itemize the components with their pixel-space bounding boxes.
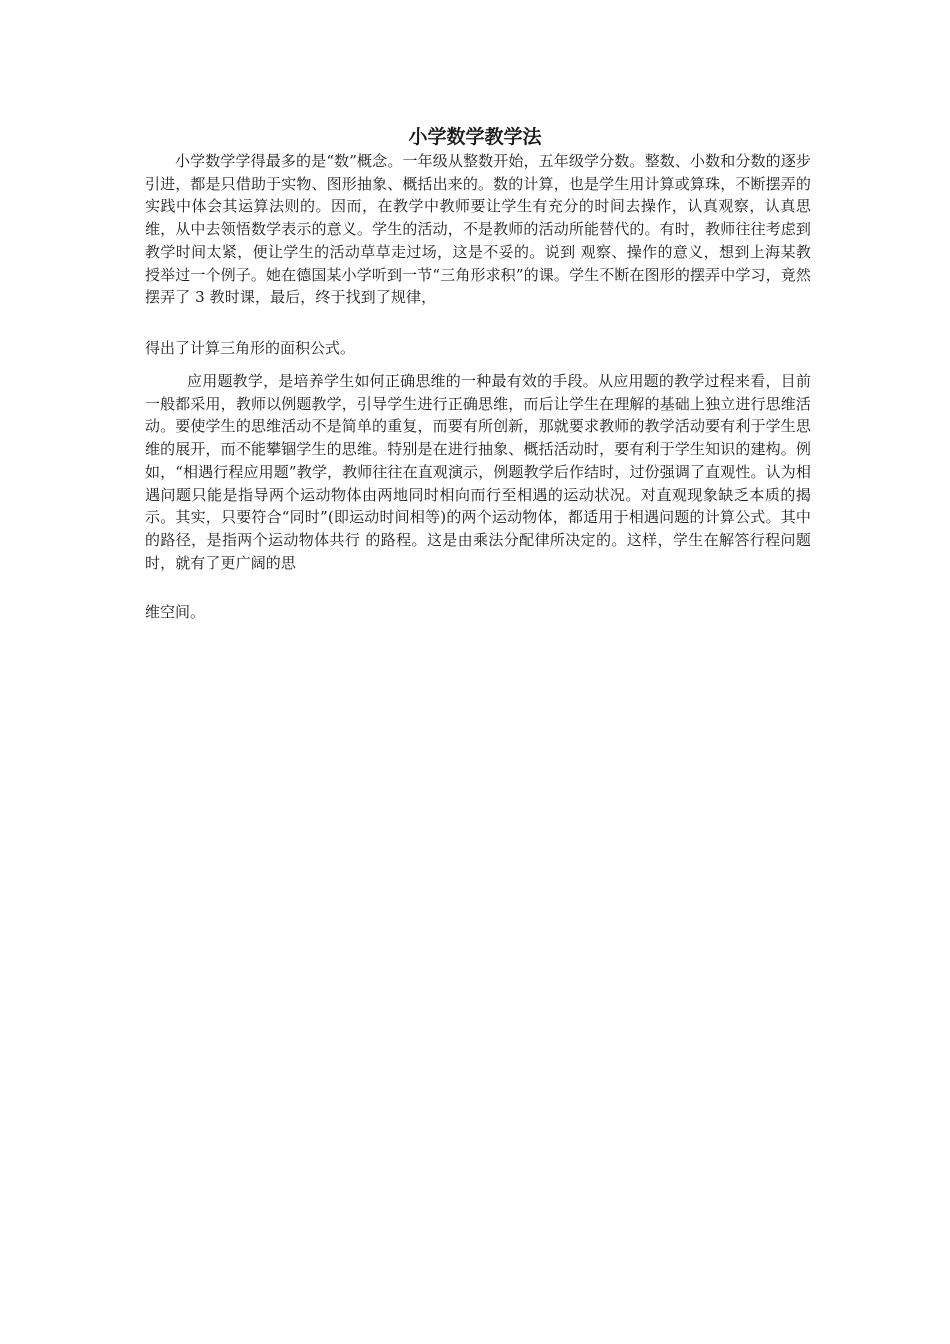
document-title: 小学数学教学法	[408, 126, 542, 148]
paragraph-word-problems: 应用题教学，是培养学生如何正确思维的一种最有效的手段。从应用题的教学过程来看，目前一般都采用，教师以例题教学，引导学生进行正确思维，而后让学生在理解的基础上独立进行思维活动。要使学生的思维活动不是简单的重复，而要有所创新，那就要求教师的教学活动要有利于学生思维的展开，而不能攀锢学生的思维。特别是在进行抽象、概括活动时，要有利于学生知识的建构。例如，“相遇行程应用题”教学，教师往往在直观演示，例题教学后作结时，过份强调了直观性。认为相遇问题只能是指导两个运动物体由两地同时相向而行至相遇的运动状况。对直观现象缺乏本质的揭示。其实，只要符合“同时”(即运动时间相等)的两个运动物体，都适用于相遇问题的计算公式。其中的路径，是指两个运动物体共行 的路程。这是由乘法分配律所决定的。这样，学生在解答行程问题时，就有了更广阔的思	[145, 372, 811, 572]
paragraph-number-concept: 小学数学学得最多的是“数”概念。一年级从整数开始，五年级学分数。整数、小数和分数的逐步引进，都是只借助于实物、图形抽象、概括出来的。数的计算，也是学生用计算或算珠，不断摆弄的实践中体会其运算法则的。因而，在教学中教师要让学生有充分的时间去操作，认真观察，认真思维，从中去领悟数学表示的意义。学生的活动，不是教师的活动所能替代的。有时，教师往往考虑到教学时间太紧，便让学生的活动草草走过场，这是不妥的。说到 观察、操作的意义，想到上海某教授举过一个例子。她在德国某小学听到一节“三角形求积”的课。学生不断在图形的摆弄中学习，竟然摆弄了 3 教时课，最后，终于找到了规律，	[145, 152, 811, 307]
paragraph-word-problems-tail: 维空间。	[145, 603, 206, 621]
paragraph-number-concept-tail: 得出了计算三角形的面积公式。	[145, 339, 356, 357]
